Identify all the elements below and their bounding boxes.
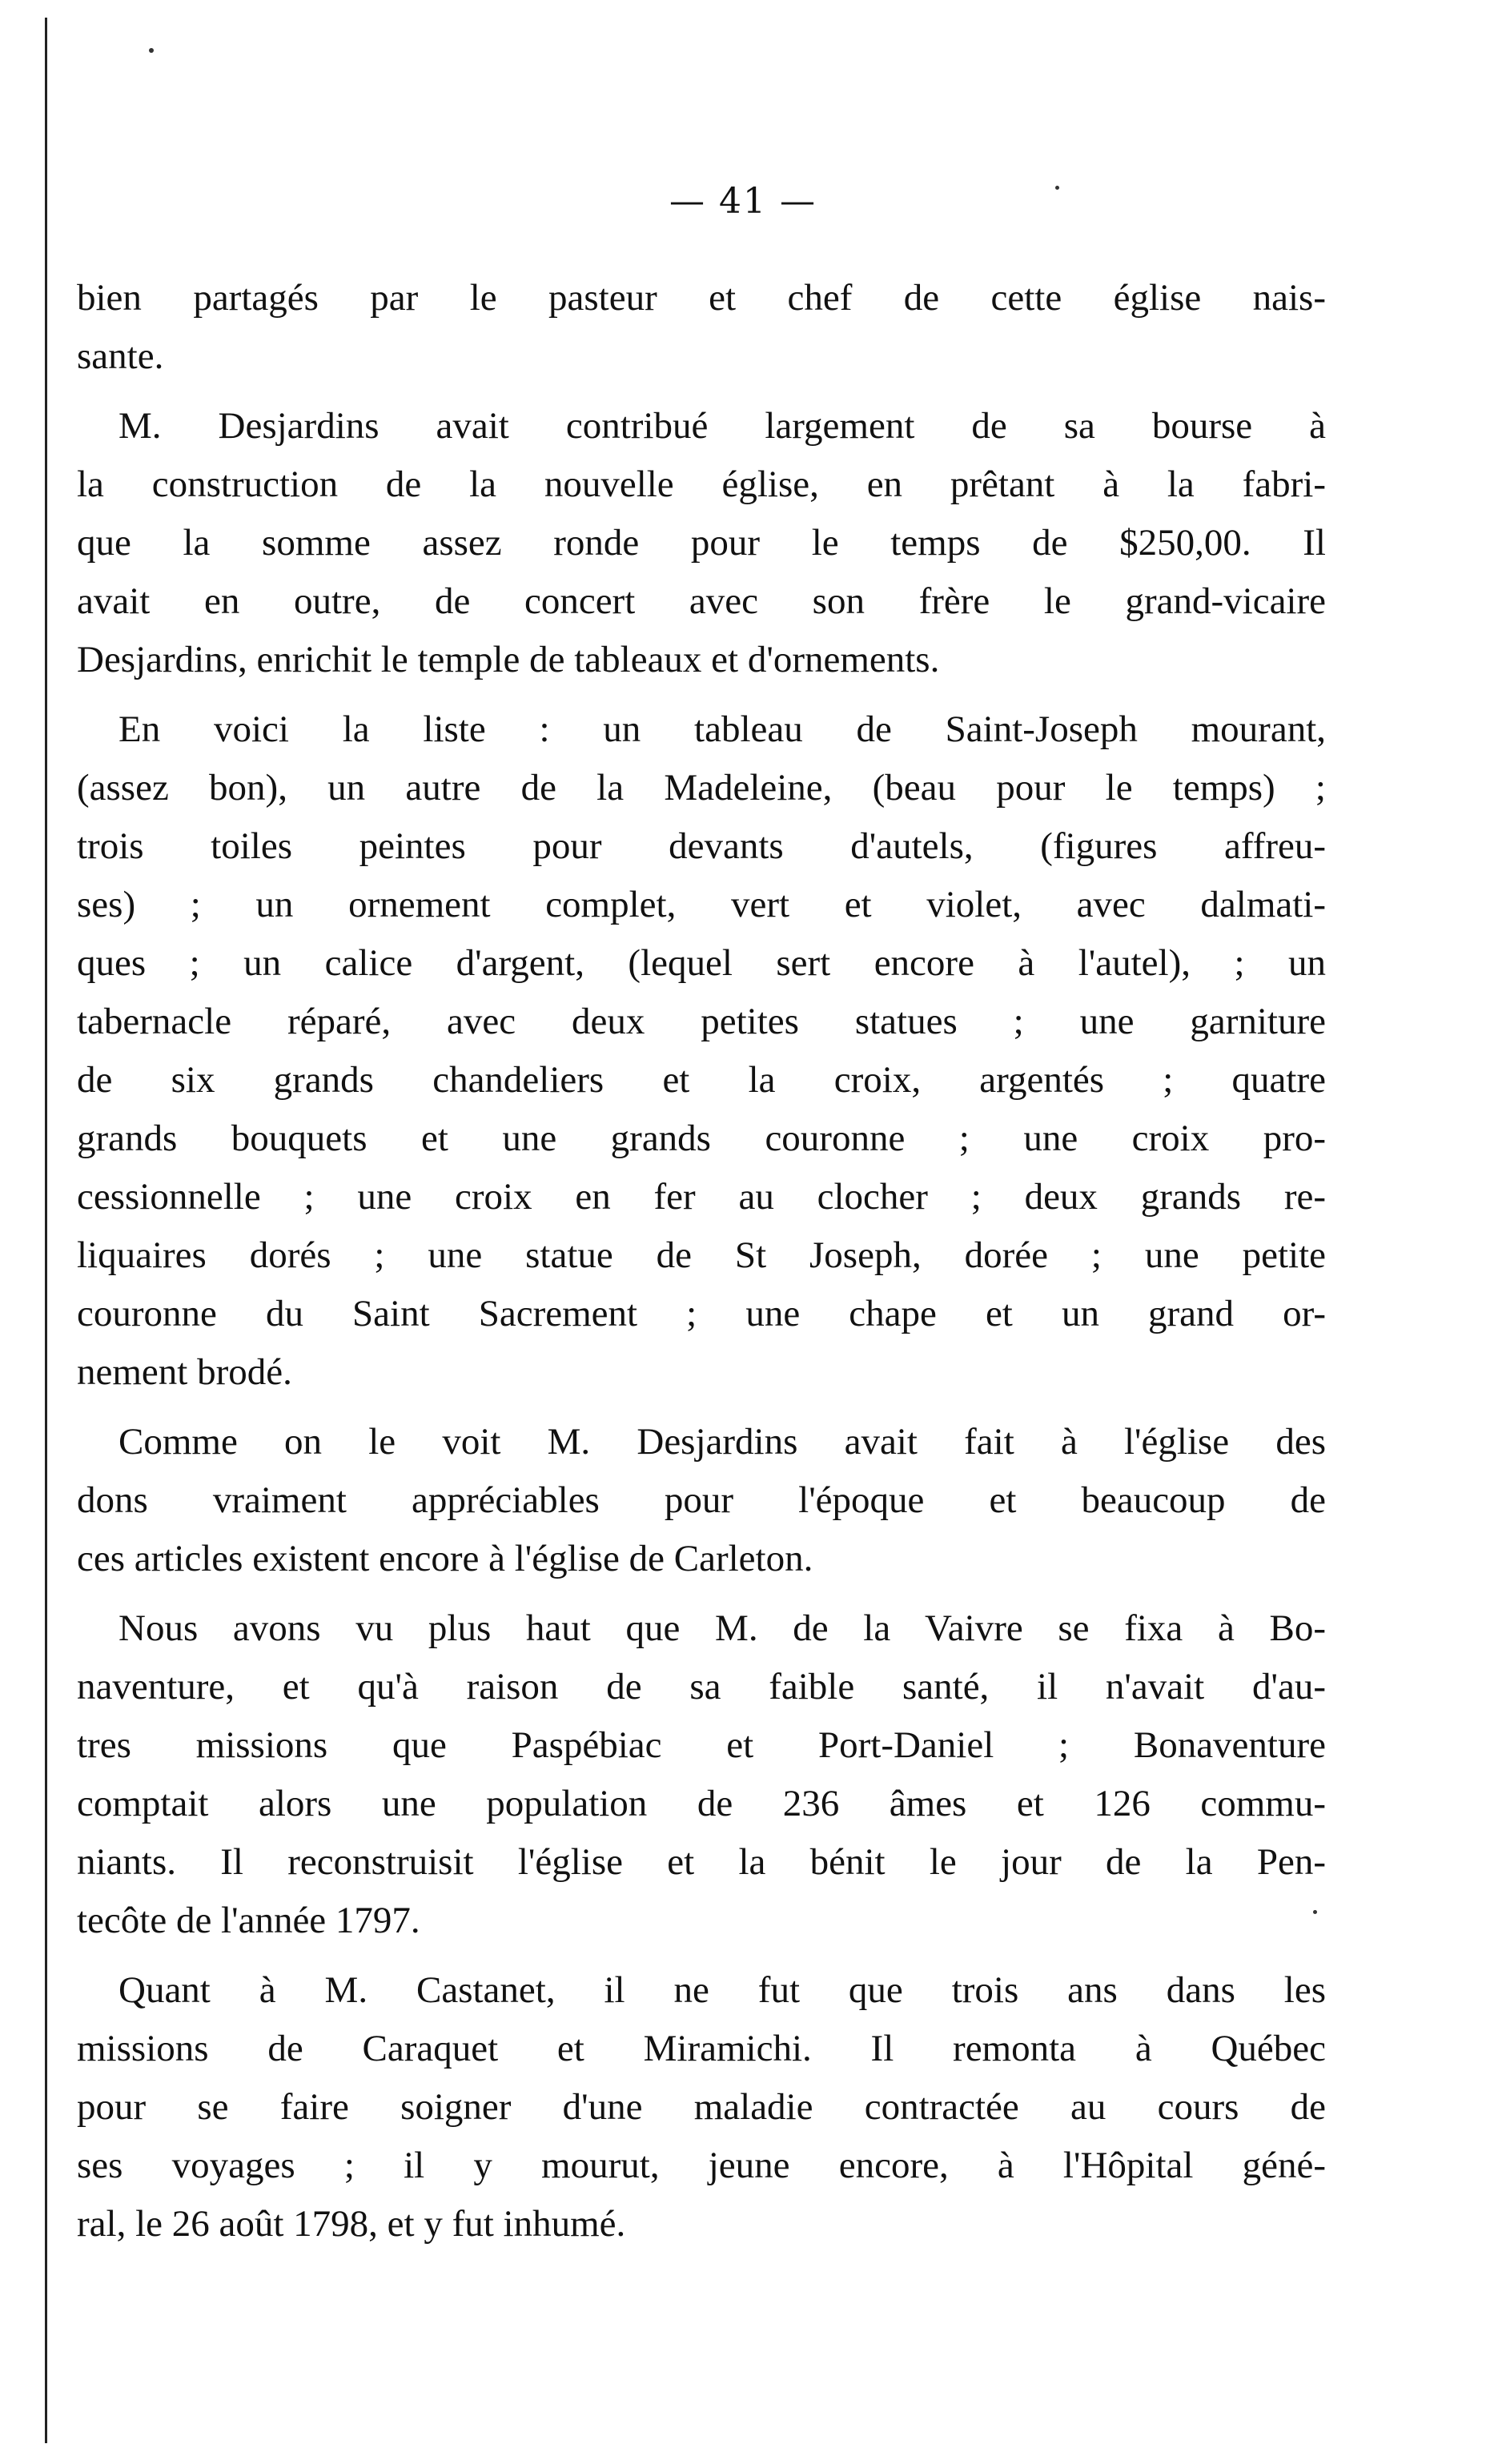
text-line: Nous avons vu plus haut que M. de la Vaivre se fixa à Bo- — [118, 1607, 1326, 1649]
paragraph — [77, 397, 1326, 689]
text-line: trois toiles peintes pour devants d'autels, (figures affreu- — [77, 825, 1326, 867]
text-line: Desjardins, enrichit le temple de tableaux et d'ornements. — [77, 639, 940, 680]
page-number: — 41 — — [669, 181, 817, 222]
text-line: (assez bon), un autre de la Madeleine, (beau pour le temps) ; — [77, 767, 1326, 809]
text-line: Comme on le voit M. Desjardins avait fait à l'église des — [118, 1421, 1326, 1463]
paragraph — [77, 1599, 1326, 1950]
text-line: ces articles existent encore à l'église de Carleton. — [77, 1538, 813, 1579]
text-line: cessionnelle ; une croix en fer au clocher ; deux grands re- — [77, 1176, 1326, 1218]
body-text — [77, 269, 1326, 2253]
text-line: pour se faire soigner d'une maladie contractée au cours de — [77, 2086, 1326, 2128]
text-line: M. Desjardins avait contribué largement de sa bourse à — [118, 405, 1326, 447]
text-line: naventure, et qu'à raison de sa faible santé, il n'avait d'au- — [77, 1666, 1326, 1708]
text-line: Quant à M. Castanet, il ne fut que trois ans dans les — [118, 1969, 1326, 2011]
paragraph — [77, 1413, 1326, 1588]
ink-speck — [149, 48, 154, 53]
text-line: tecôte de l'année 1797. — [77, 1900, 420, 1941]
text-line: avait en outre, de concert avec son frère le grand-vicaire — [77, 580, 1326, 622]
left-margin-rule — [45, 18, 47, 2443]
text-line: ses) ; un ornement complet, vert et violet, avec dalmati- — [77, 884, 1326, 925]
text-line: nement brodé. — [77, 1351, 292, 1393]
text-line: sante. — [77, 335, 164, 377]
text-line: bien partagés par le pasteur et chef de cette église nais- — [77, 277, 1326, 319]
paragraph — [77, 1961, 1326, 2253]
text-line: dons vraiment appréciables pour l'époque et beaucoup de — [77, 1479, 1326, 1521]
text-line: ques ; un calice d'argent, (lequel sert encore à l'autel), ; un — [77, 942, 1326, 984]
text-line: couronne du Saint Sacrement ; une chape et un grand or- — [77, 1293, 1326, 1334]
text-line: tres missions que Paspébiac et Port-Daniel ; Bonaventure — [77, 1724, 1326, 1766]
text-line: que la somme assez ronde pour le temps de $250,00. Il — [77, 522, 1326, 564]
text-line: niants. Il reconstruisit l'église et la bénit le jour de la Pen- — [77, 1841, 1326, 1883]
paragraph — [77, 700, 1326, 1402]
paragraph — [77, 269, 1326, 386]
text-line: comptait alors une population de 236 âmes et 126 commu- — [77, 1783, 1326, 1824]
text-line: ses voyages ; il y mourut, jeune encore, à l'Hôpital géné- — [77, 2145, 1326, 2186]
text-line: ral, le 26 août 1798, et y fut inhumé. — [77, 2203, 626, 2245]
text-line: missions de Caraquet et Miramichi. Il remonta à Québec — [77, 2028, 1326, 2069]
text-line: de six grands chandeliers et la croix, argentés ; quatre — [77, 1059, 1326, 1101]
text-line: liquaires dorés ; une statue de St Joseph, dorée ; une petite — [77, 1234, 1326, 1276]
text-line: la construction de la nouvelle église, en prêtant à la fabri- — [77, 464, 1326, 505]
text-line: grands bouquets et une grands couronne ; une croix pro- — [77, 1118, 1326, 1159]
text-line: En voici la liste : un tableau de Saint-Joseph mourant, — [118, 708, 1326, 750]
text-line: tabernacle réparé, avec deux petites statues ; une garniture — [77, 1001, 1326, 1042]
